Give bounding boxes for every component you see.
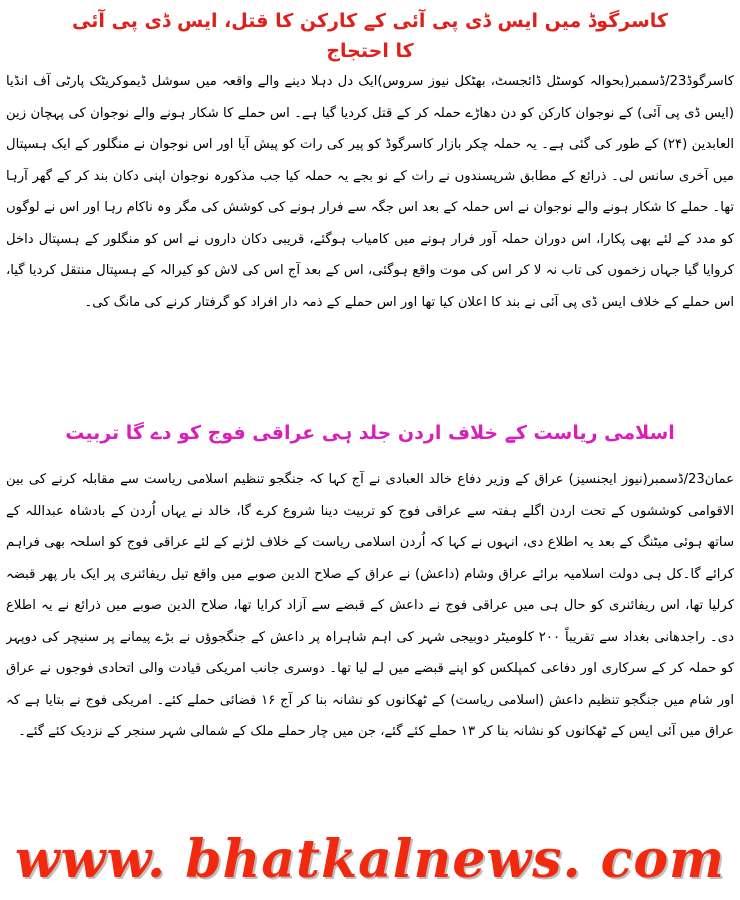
article1-body: کاسرگوڈ23/ڈسمبر(بحوالہ کوسٹل ڈائجسٹ، بھٹکل نیوز سروس)ایک دل دہلا دینے والے واقعہ میں سوشل ڈیموکریٹک پارٹی آف انڈیا (ایس ڈی پی آئی) کے نوجوان کارکن کو دن دھاڑے حملہ کر کے قتل کردیا گیا ہے۔ اس حملے کا شکار ہونے والے نوجوان کی پہچان زین العابدین (۲۴) کے طور کی گئی ہے۔ یہ حملہ چکر بازار کاسرگوڈ کو پیر کی رات کو پیش آیا اور اس نوجوان نے منگلور کے ایک ہسپتال میں آخری سانس لی۔ ذرائع کے مطابق شرپسندوں نے رات کے نو بجے یہ حملہ کیا جب مذکورہ نوجوان اپنی دکان بند کر کے گھر آرہا تھا۔ حملے کا شکار ہونے والے نوجوان نے اس حملہ کے بعد اس جگہ سے فرار ہونے کی کوشش کی مگر وہ ناکام رہا اور اس نے لوگوں کو مدد کے لئے بھی پکارا، اس دوران حملہ آور فرار ہونے میں کامیاب ہوگئے، قریبی دکان داروں نے اس کو منگلور کے ہسپتال داخل کروایا گیا جہاں زخموں کی تاب نہ لا کر اس کی موت واقع ہوگئی، اس کے بعد آج اس کی لاش کو کیرالہ کے ہسپتال منتقل کردیا گیا، اس حملے کے خلاف ایس ڈی پی آئی نے بند کا اعلان کیا تھا اور اس حملے کے ذمہ دار افراد کو گرفتار کرنے کی مانگ کی۔	[6, 74, 734, 310]
article2-headline: اسلامی ریاست کے خلاف اردن جلد ہی عراقی فوج کو دے گا تربیت	[65, 422, 675, 444]
website-watermark: www. bhatkalnews. com	[14, 829, 726, 890]
article2-body: عمان23/ڈسمبر(نیوز ایجنسیز) عراق کے وزیر دفاع خالد العبادی نے آج کہا کہ جنگجو تنظیم اسلامی ریاست سے مقابلہ کرنے کی بین الاقوامی کوششوں کے تحت اردن اگلے ہفتہ سے عراقی فوج کو تربیت دینا شروع کرے گا، خالد نے یہاں اُردن کے بادشاہ عبداللہ کے ساتھ ہوئی میٹنگ کے بعد یہ اطلاع دی، انہوں نے کہا کہ اُردن اسلامی ریاست کے خلاف لڑنے کے لئے عراقی فوج کو اسلحہ بھی فراہم کرائے گا۔کل ہی دولت اسلامیہ برائے عراق وشام (داعش) نے عراق کے صلاح الدین صوبے میں واقع تیل ریفائنری پر ایک بار پھر قبضہ کرلیا تھا، اس ریفائنری کو حال ہی میں عراقی فوج نے داعش کے قبضے سے آزاد کرایا تھا، صلاح الدین صوبے میں ذرائع نے یہ اطلاع دی۔ راجدھانی بغداد سے تقریباً ۲۰۰ کلومیٹر دوبیجی شہر کی اہم شاہراہ پر داعش کے جنگجوؤں نے بڑے پیمانے پر سنیچر کی دوپہر کو حملہ کر کے سرکاری اور دفاعی کمپلکس کو اپنے قبضے میں لے لیا تھا۔ دوسری جانب امریکی قیادت والی اتحادی فوجوں نے عراق اور شام میں جنگجو تنظیم داعش (اسلامی ریاست) کے ٹھکانوں کو نشانہ بنا کر آج ۱۶ فضائی حملے کئے۔ امریکی فوج نے بتایا ہے کہ عراق میں آئی ایس کے ٹھکانوں کو نشانہ بنا کر ۱۳ حملے کئے گئے، جن میں چار حملے ملک کے شمالی شہر سنجر کے نزدیک کئے گئے۔	[6, 472, 734, 739]
article1-headline: کاسرگوڈ میں ایس ڈی پی آئی کے کارکن کا قتل، ایس ڈی پی آئی کا احتجاج	[72, 10, 668, 62]
